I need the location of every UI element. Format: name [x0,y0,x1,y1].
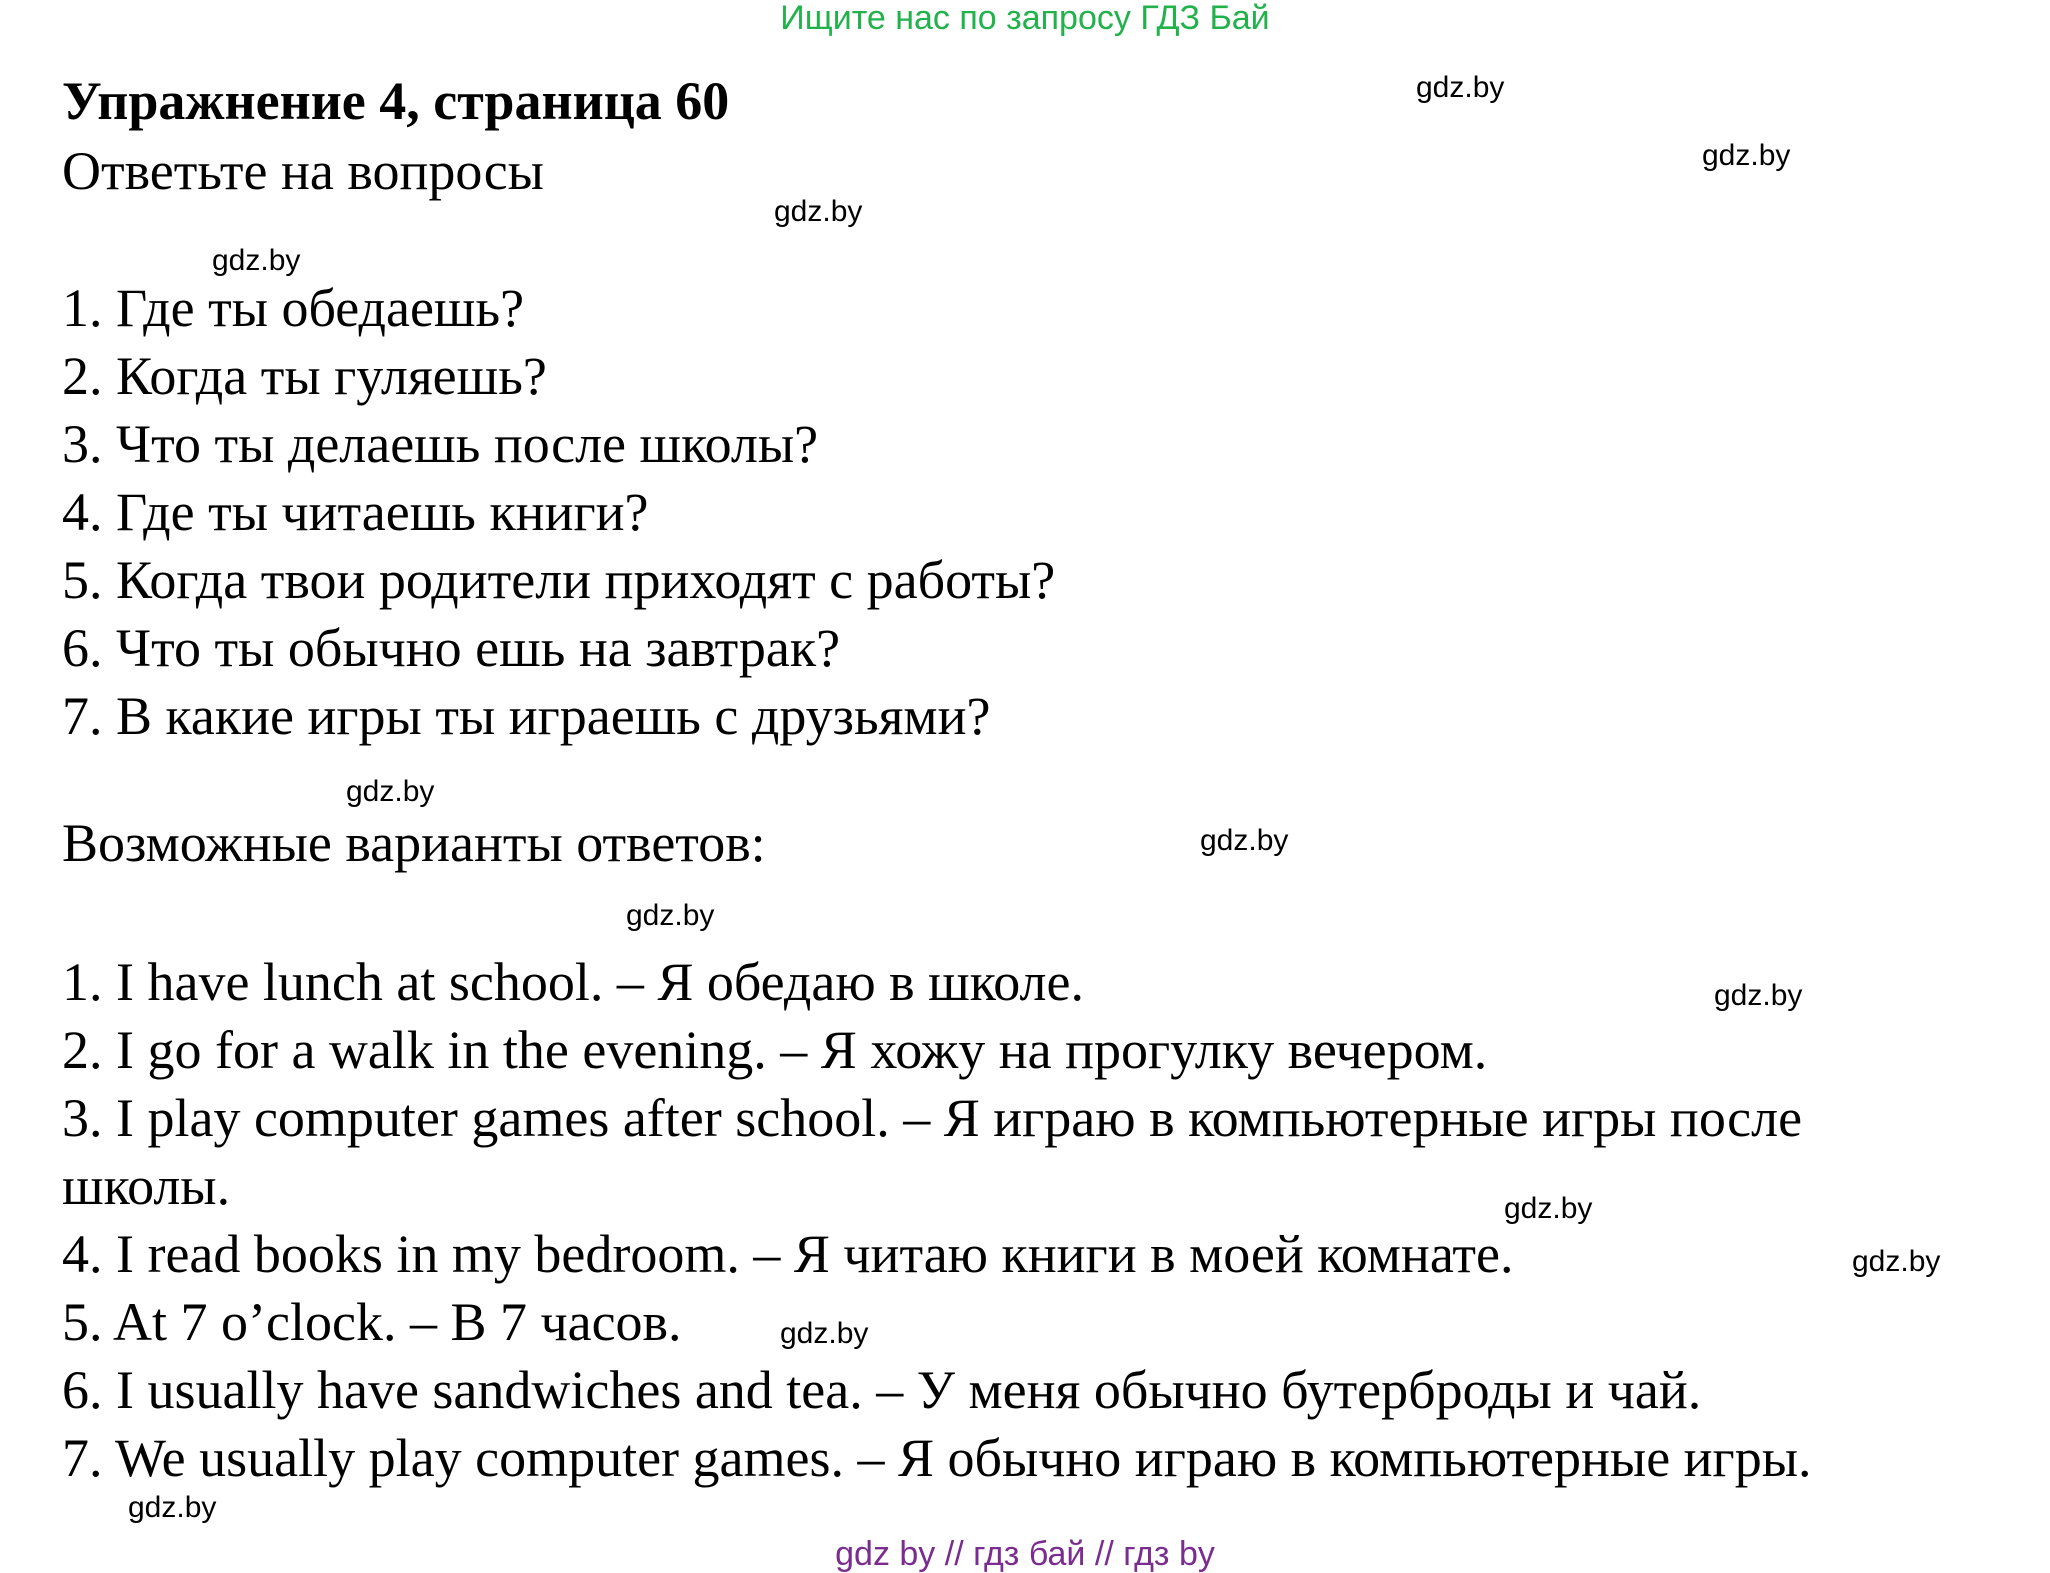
watermark: gdz.by [1852,1245,1941,1278]
questions-list [62,274,1055,750]
top-banner: Ищите нас по запросу ГДЗ Бай [780,0,1270,37]
watermark: gdz.by [774,195,863,228]
answer-item: 1. I have lunch at school. – Я обедаю в школе. [62,952,1084,1012]
answer-item: 7. We usually play computer games. – Я обычно играю в компьютерные игры. [62,1428,1812,1488]
watermark: gdz.by [1200,824,1289,857]
question-item: 2. Когда ты гуляешь? [62,346,547,406]
watermark: gdz.by [1714,979,1803,1012]
answer-item: 2. I go for a walk in the evening. – Я хожу на прогулку вечером. [62,1020,1488,1080]
footer-links: gdz by // гдз бай // гдз by [835,1535,1215,1573]
watermark: gdz.by [212,244,301,277]
watermark: gdz.by [780,1317,869,1350]
watermark: gdz.by [128,1491,217,1524]
watermark: gdz.by [626,899,715,932]
question-item: 1. Где ты обедаешь? [62,278,525,338]
question-item: 5. Когда твои родители приходят с работы? [62,550,1056,610]
question-item: 3. Что ты делаешь после школы? [62,414,819,474]
question-item: 6. Что ты обычно ешь на завтрак? [62,618,841,678]
answers-list [62,948,1982,1492]
answer-item: 6. I usually have sandwiches and tea. – У меня обычно бутерброды и чай. [62,1360,1702,1420]
answer-item: 4. I read books in my bedroom. – Я читаю книги в моей комнате. [62,1224,1514,1284]
watermark: gdz.by [1416,71,1505,104]
watermark: gdz.by [1702,139,1791,172]
question-item: 4. Где ты читаешь книги? [62,482,649,542]
watermark: gdz.by [346,775,435,808]
answer-item: 3. I play computer games after school. – Я играю в компьютерные игры после школы. [62,1088,1803,1216]
exercise-title: Упражнение 4, страница 60 [62,71,730,131]
watermark: gdz.by [1504,1192,1593,1225]
question-item: 7. В какие игры ты играешь с друзьями? [62,686,991,746]
answers-heading: Возможные варианты ответов: [62,813,766,873]
task-instruction: Ответьте на вопросы [62,141,544,201]
answer-item: 5. At 7 o’clock. – В 7 часов. [62,1292,682,1352]
